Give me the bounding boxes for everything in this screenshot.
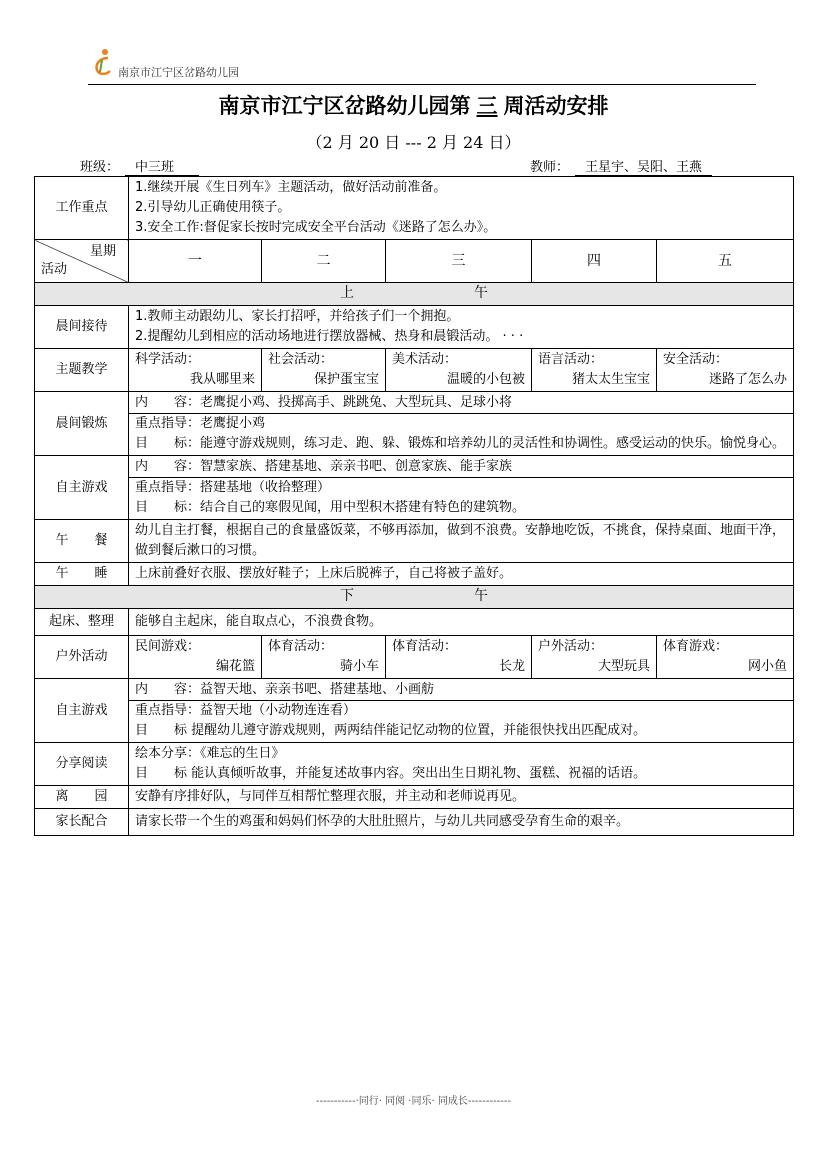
parent-cooperation-row [35, 809, 794, 836]
lunch-content: 幼儿自主打餐，根据自己的食量盛饭菜，不够再添加，做到不浪费。安静地吃饭，不挑食，保持桌面、地面干净，做到餐后漱口的习惯。 [129, 520, 794, 563]
free-play-morning-content: 内 容：智慧家族、搭建基地、亲亲书吧、创意家族、能手家族 重点指导：搭建基地（收拾整理） 目 标：结合自己的寒假见闻，用中型积木搭建有特色的建筑物。 [129, 456, 794, 520]
morning-exercise-row [35, 392, 794, 456]
teacher-info: 教师： 王星宇、吴阳、王燕 [530, 156, 712, 176]
row-label: 分享阅读 [35, 743, 129, 786]
week-number: 三 [476, 93, 498, 118]
teacher-value: 王星宇、吴阳、王燕 [575, 156, 712, 176]
morning-exercise-content: 内 容：老鹰捉小鸡、投掷高手、跳跳兔、大型玩具、足球小将 重点指导：老鹰捉小鸡 目 标：能遵守游戏规则，练习走、跑、躲、锻炼和培养幼儿的灵活性和协调性。感受运动的快乐。愉悦身心。 [129, 392, 794, 456]
theme-activity-2: 社会活动： 保护蛋宝宝 [262, 349, 386, 392]
row-label: 自主游戏 [35, 456, 129, 520]
outdoor-activity-3: 体育活动： 长龙 [386, 636, 532, 679]
date-range: （2 月 20 日 --- 2 月 24 日） [306, 133, 521, 152]
page-footer: -----------·同行· 同阅 ·同乐· 同成长------------ [315, 1096, 512, 1107]
nap-row [35, 563, 794, 586]
theme-activity-3: 美术活动： 温暖的小包被 [386, 349, 532, 392]
work-focus-row [35, 177, 794, 240]
row-label: 离 园 [35, 786, 129, 809]
outdoor-activity-1: 民间游戏： 编花篮 [129, 636, 262, 679]
row-label: 起床、整理 [35, 609, 129, 636]
outdoor-activity-5: 体育游戏： 网小鱼 [657, 636, 794, 679]
row-label: 晨间接待 [35, 306, 129, 349]
morning-section-row [35, 283, 794, 306]
weekday-2: 二 [262, 240, 386, 283]
row-label: 午 睡 [35, 563, 129, 586]
greeting-row [35, 306, 794, 349]
shared-reading-content: 绘本分享：《难忘的生日》 目 标 能认真倾听故事，并能复述故事内容。突出出生日期礼物、蛋糕、祝福的话语。 [129, 743, 794, 786]
theme-teaching-row [35, 349, 794, 392]
weekday-1: 一 [129, 240, 262, 283]
weekday-5: 五 [657, 240, 794, 283]
row-label: 晨间锻炼 [35, 392, 129, 456]
outdoor-activity-4: 户外活动： 大型玩具 [532, 636, 657, 679]
shared-reading-row [35, 743, 794, 786]
outdoor-activity-2: 体育活动： 骑小车 [262, 636, 386, 679]
row-label: 午 餐 [35, 520, 129, 563]
lunch-row [35, 520, 794, 563]
free-play-afternoon-content: 内 容：益智天地、亲亲书吧、搭建基地、小画舫 重点指导：益智天地（小动物连连看） 目 标 提醒幼儿遵守游戏规则，两两结伴能记忆动物的位置，并能很快找出匹配成对。 [129, 679, 794, 743]
afternoon-section-header: 下 午 [35, 586, 794, 609]
free-play-afternoon-row [35, 679, 794, 743]
wake-up-content: 能够自主起床，能自取点心，不浪费食物。 [129, 609, 794, 636]
row-label: 家长配合 [35, 809, 129, 836]
greeting-content: 1.教师主动跟幼儿、家长打招呼，并给孩子们一个拥抱。 2.提醒幼儿到相应的活动场地进行摆放器械、热身和晨锻活动。 · · · [129, 306, 794, 349]
row-label: 主题教学 [35, 349, 129, 392]
weekday-3: 三 [386, 240, 532, 283]
leave-row [35, 786, 794, 809]
nap-content: 上床前叠好衣服、摆放好鞋子；上床后脱裤子，自己将被子盖好。 [129, 563, 794, 586]
theme-activity-5: 安全活动： 迷路了怎么办 [657, 349, 794, 392]
class-info: 班级： 中三班 [80, 156, 199, 176]
wake-up-row [35, 609, 794, 636]
weekday-header-row [35, 240, 794, 283]
morning-section-header: 上 午 [35, 283, 794, 306]
kindergarten-logo-icon [92, 48, 114, 76]
class-value: 中三班 [125, 156, 199, 176]
parent-cooperation-content: 请家长带一个生的鸡蛋和妈妈们怀孕的大肚肚照片，与幼儿共同感受孕育生命的艰辛。 [129, 809, 794, 836]
outdoor-activity-row [35, 636, 794, 679]
schedule-table [34, 176, 794, 836]
theme-activity-1: 科学活动： 我从哪里来 [129, 349, 262, 392]
free-play-morning-row [35, 456, 794, 520]
page-header [88, 44, 756, 85]
work-focus-content: 1.继续开展《生日列车》主题活动，做好活动前准备。 2.引导幼儿正确使用筷子。 3.安全工作:督促家长按时完成安全平台活动《迷路了怎么办》。 [129, 177, 794, 240]
weekday-4: 四 [532, 240, 657, 283]
diagonal-header: 星期 活动 [35, 240, 129, 283]
leave-content: 安静有序排好队，与同伴互相帮忙整理衣服，并主动和老师说再见。 [129, 786, 794, 809]
row-label: 自主游戏 [35, 679, 129, 743]
header-org-name: 南京市江宁区岔路幼儿园 [118, 66, 239, 79]
page-title: 南京市江宁区岔路幼儿园第 三 周活动安排 [218, 93, 609, 118]
theme-activity-4: 语言活动： 猪太太生宝宝 [532, 349, 657, 392]
row-label: 工作重点 [35, 177, 129, 240]
row-label: 户外活动 [35, 636, 129, 679]
afternoon-section-row [35, 586, 794, 609]
